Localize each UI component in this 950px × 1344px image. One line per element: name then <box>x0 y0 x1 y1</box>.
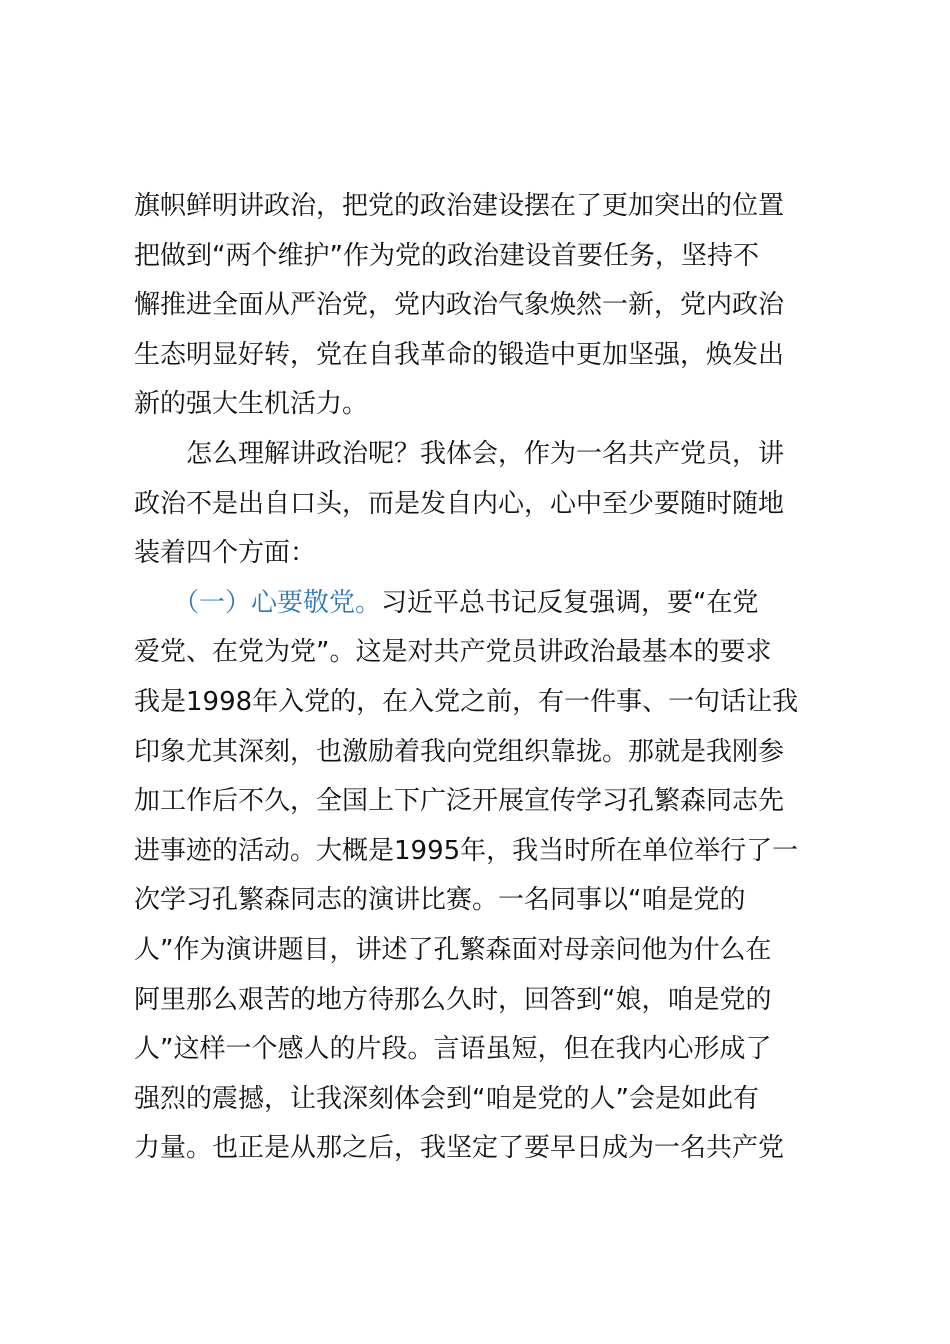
text-line: 加工作后不久，全国上下广泛开展宣传学习孔繁森同志先 <box>134 786 785 817</box>
text-line: 生态明显好转，党在自我革命的锻造中更加坚强，焕发出 <box>134 339 785 370</box>
text-line: 我是1998年入党的，在入党之前，有一件事、一句话让我 <box>134 686 799 717</box>
text-line: 怎么理解讲政治呢？我体会，作为一名共产党员，讲 <box>134 438 785 469</box>
text-line: 政治不是出自口头，而是发自内心，心中至少要随时随地 <box>134 488 785 519</box>
text-line: 旗帜鲜明讲政治，把党的政治建设摆在了更加突出的位置 <box>134 191 785 221</box>
text-line: 进事迹的活动。大概是1995年，我当时所在单位举行了一 <box>134 835 799 866</box>
paragraph-2 <box>134 430 854 579</box>
text-line: 强烈的震撼，让我深刻体会到“咱是党的人”会是如此有 <box>134 1083 759 1114</box>
paragraph-3 <box>134 579 854 1174</box>
text-line: 爱党、在党为党”。这是对共产党员讲政治最基本的要求 <box>134 637 772 668</box>
indent <box>134 588 186 618</box>
text-line: 印象尤其深刻，也激励着我向党组织靠拢。那就是我刚参 <box>134 736 785 767</box>
text-line: 人”这样一个感人的片段。言语虽短，但在我内心形成了 <box>134 1034 772 1065</box>
text-line: 人”作为演讲题目，讲述了孔繁森面对母亲问他为什么在 <box>134 934 772 965</box>
text-line: 新的强大生机活力。 <box>134 389 369 420</box>
text-run: 习近平总书记反复强调，要“在党 <box>381 587 759 618</box>
body-text <box>134 182 854 1174</box>
paragraph-1 <box>134 182 854 430</box>
text-line: 次学习孔繁森同志的演讲比赛。一名同事以“咱是党的 <box>134 885 746 916</box>
text-line: 装着四个方面： <box>134 538 317 569</box>
section-heading: （一）心要敬党。 <box>186 587 382 618</box>
text-line: 把做到“两个维护”作为党的政治建设首要任务，坚持不 <box>134 240 759 271</box>
text-line: 懈推进全面从严治党，党内政治气象焕然一新，党内政治 <box>134 290 785 321</box>
text-line: 力量。也正是从那之后，我坚定了要早日成为一名共产党 <box>134 1133 785 1164</box>
text-line: 阿里那么艰苦的地方待那么久时，回答到“娘，咱是党的 <box>134 984 772 1015</box>
text-line <box>134 579 854 629</box>
